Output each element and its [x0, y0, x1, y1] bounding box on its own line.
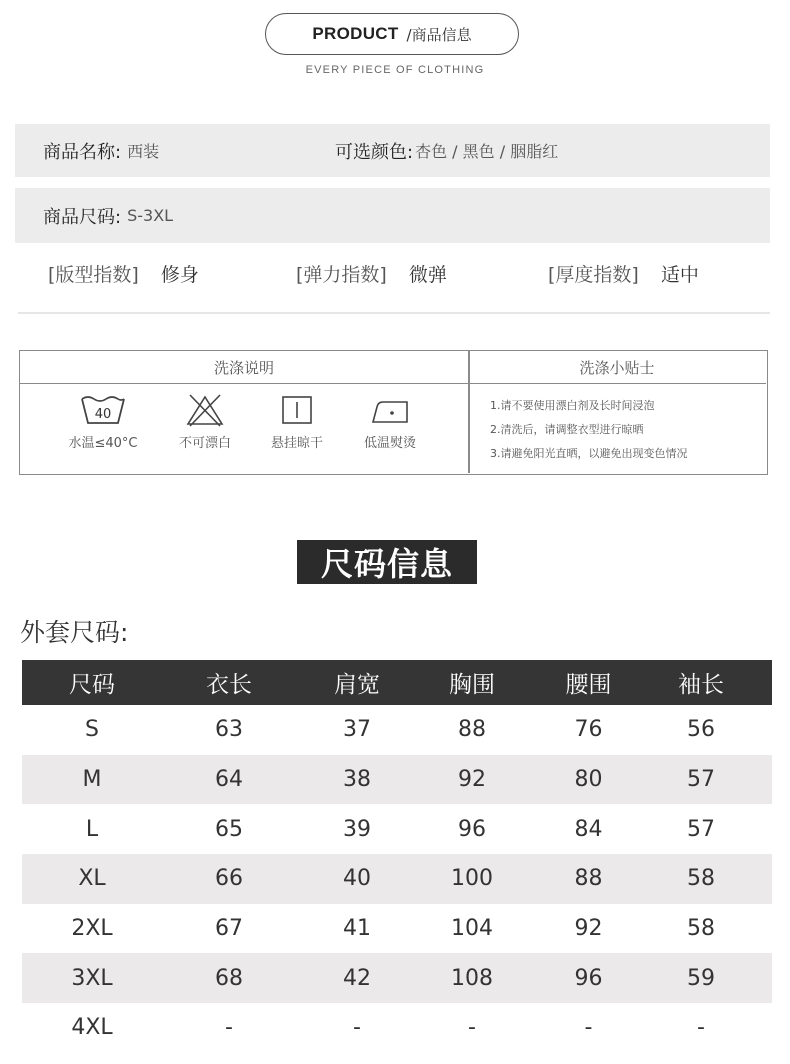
- washing-box-divider: [468, 351, 470, 473]
- low-iron-icon: [367, 393, 413, 427]
- product-size-value: S-3XL: [127, 206, 174, 225]
- product-header-subtitle: /商品信息: [406, 25, 472, 44]
- table-cell: 67: [215, 916, 243, 942]
- table-cell: 38: [343, 767, 371, 793]
- table-cell: 76: [574, 717, 603, 743]
- product-name-label: 商品名称:: [43, 141, 122, 163]
- washing-tip: 1.请不要使用漂白剂及长时间浸泡: [490, 399, 655, 412]
- table-cell: S: [85, 717, 99, 743]
- fit-index-value: 修身: [160, 264, 199, 286]
- table-cell: L: [85, 816, 99, 842]
- table-cell: -: [584, 1015, 593, 1041]
- product-name: [43, 138, 159, 164]
- table-row: [22, 755, 772, 805]
- table-row: [22, 804, 772, 854]
- header-size: 尺码: [69, 672, 115, 698]
- wash-40-item: [58, 393, 148, 451]
- no-bleach-item: [160, 393, 250, 451]
- table-cell: 37: [343, 717, 371, 743]
- low-iron-item: [345, 393, 435, 451]
- table-row: [22, 705, 772, 755]
- no-bleach-label: 不可漂白: [178, 436, 231, 451]
- table-cell: 3XL: [71, 965, 113, 991]
- header-sleeve: 袖长: [678, 672, 724, 698]
- table-cell: 80: [574, 767, 603, 793]
- table-cell: 88: [574, 866, 603, 892]
- fit-index-label: [版型指数]: [48, 264, 139, 286]
- table-cell: -: [468, 1015, 476, 1041]
- table-cell: 66: [215, 866, 243, 892]
- table-cell: 39: [343, 816, 371, 842]
- size-info-title: 尺码信息: [297, 540, 477, 584]
- table-cell: 92: [458, 767, 486, 793]
- size-table-header: [22, 660, 772, 705]
- table-cell: 63: [215, 717, 243, 743]
- table-cell: 58: [687, 866, 715, 892]
- product-header-title: PRODUCT: [312, 24, 399, 43]
- stretch-index-value: 微弹: [408, 264, 447, 286]
- wash-40-label: 水温≤40°C: [68, 436, 138, 451]
- table-row: [22, 854, 772, 904]
- table-cell: 84: [574, 816, 603, 842]
- table-cell: 41: [343, 916, 371, 942]
- table-row: [22, 953, 772, 1003]
- table-cell: 57: [687, 816, 715, 842]
- section-divider: [18, 312, 770, 314]
- table-row: [22, 904, 772, 954]
- table-cell: 57: [687, 767, 715, 793]
- size-table: [22, 660, 772, 1053]
- header-chest: 胸围: [449, 672, 495, 698]
- wash-40-icon: [80, 393, 126, 427]
- thickness-index-value: 适中: [660, 264, 699, 286]
- table-cell: -: [353, 1015, 361, 1041]
- table-cell: 65: [215, 816, 243, 842]
- product-colors: [335, 138, 558, 164]
- header-shoulder: 肩宽: [334, 672, 380, 698]
- hang-dry-icon: [274, 393, 320, 427]
- thickness-index: [548, 260, 699, 287]
- product-header-pill: [265, 13, 519, 55]
- table-cell: 64: [215, 767, 243, 793]
- table-cell: 4XL: [71, 1015, 113, 1041]
- table-row: [22, 1003, 772, 1053]
- product-colors-label: 可选颜色:: [335, 141, 414, 163]
- product-info-band-name-color: [15, 124, 770, 177]
- washing-tip: 3.请避免阳光直晒，以避免出现变色情况: [490, 447, 688, 460]
- table-cell: 108: [451, 965, 493, 991]
- header-waist: 腰围: [565, 672, 612, 698]
- fit-index: [48, 260, 199, 287]
- table-cell: -: [225, 1015, 233, 1041]
- wash-temp-number: 40: [94, 407, 112, 422]
- table-cell: 68: [215, 965, 243, 991]
- product-info-band-size: [15, 188, 770, 243]
- product-size-label: 商品尺码:: [43, 206, 122, 228]
- table-cell: 42: [343, 965, 371, 991]
- table-cell: -: [697, 1015, 705, 1041]
- table-cell: M: [82, 767, 102, 793]
- table-cell: 96: [458, 816, 486, 842]
- stretch-index-label: [弹力指数]: [296, 264, 387, 286]
- no-bleach-icon: [182, 393, 228, 427]
- coat-size-label: 外套尺码:: [20, 618, 129, 647]
- stretch-index: [296, 260, 447, 287]
- hang-dry-item: [252, 393, 342, 451]
- washing-tip: 2.清洗后，请调整衣型进行晾晒: [490, 423, 644, 436]
- product-size: [43, 203, 173, 229]
- washing-instructions-title: 洗涤说明: [20, 351, 468, 384]
- table-cell: XL: [78, 866, 106, 892]
- product-colors-value: 杏色 / 黑色 / 胭脂红: [415, 142, 559, 161]
- table-cell: 59: [687, 965, 715, 991]
- table-cell: 58: [687, 916, 715, 942]
- washing-instructions-box: [19, 350, 768, 475]
- table-cell: 92: [574, 916, 603, 942]
- table-cell: 96: [574, 965, 603, 991]
- product-name-value: 西装: [127, 142, 160, 161]
- washing-tips-list: [490, 397, 770, 469]
- thickness-index-label: [厚度指数]: [548, 264, 639, 286]
- table-cell: 2XL: [71, 916, 113, 942]
- table-cell: 88: [458, 717, 486, 743]
- hang-dry-label: 悬挂晾干: [270, 436, 323, 451]
- header-tagline: EVERY PIECE OF CLOTHING: [305, 64, 485, 76]
- table-cell: 100: [451, 866, 493, 892]
- table-cell: 40: [343, 866, 371, 892]
- header-length: 衣长: [206, 672, 252, 698]
- low-iron-label: 低温熨烫: [363, 436, 416, 451]
- table-cell: 104: [451, 916, 493, 942]
- table-cell: 56: [687, 717, 715, 743]
- fit-indexes: [0, 260, 790, 292]
- washing-tips-title: 洗涤小贴士: [468, 351, 766, 384]
